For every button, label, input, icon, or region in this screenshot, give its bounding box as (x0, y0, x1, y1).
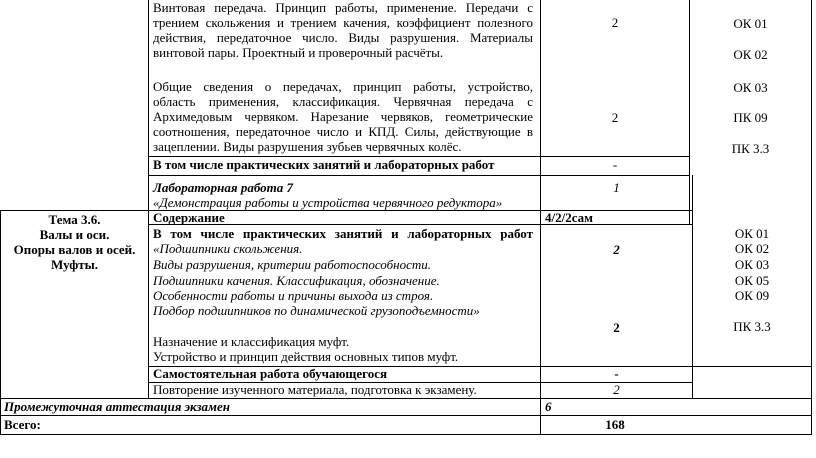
total-hours: 168 (605, 417, 625, 432)
content-label: Содержание (153, 210, 225, 225)
review-label: Повторение изученного материала, подготовка к экзамену. (153, 382, 477, 397)
self-study-hours: - (614, 366, 619, 381)
content-hours: 4/2/2сам (545, 210, 594, 225)
lab-work-7-description: «Демонстрация работы и устройства червячного редуктора» (153, 195, 503, 210)
couplings-hours: 2 (613, 320, 620, 335)
screw-drive-hours: 2 (611, 15, 619, 30)
self-study-label: Самостоятельная работа обучающегося (153, 366, 388, 381)
bearings-hours: 2 (613, 242, 620, 257)
lab-work-7-title: Лабораторная работа 7 (153, 180, 294, 195)
total-label: Всего: (4, 417, 41, 432)
lab-work-7-hours: 1 (613, 180, 620, 195)
review-hours: 2 (613, 382, 620, 397)
interim-attestation-hours: 6 (545, 399, 552, 414)
interim-attestation-label: Промежуточная аттестация экзамен (4, 399, 230, 414)
practical-label-2: В том числе практических занятий и лабораторных работ (153, 226, 533, 241)
practical-hours-1: - (612, 157, 618, 172)
practical-label-1: В том числе практических занятий и лабораторных работ (153, 157, 495, 172)
worm-drive-hours: 2 (611, 110, 619, 125)
